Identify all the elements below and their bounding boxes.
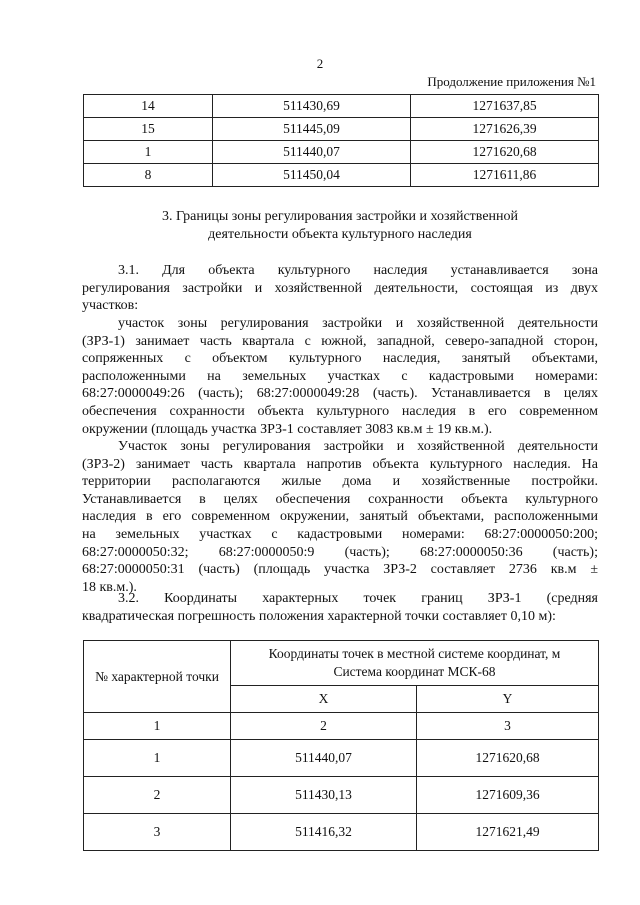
table-cell: 511430,13 — [231, 777, 417, 814]
table-cell: 511450,04 — [213, 164, 411, 187]
paragraph-line: 68:27:0000050:32; 68:27:0000050:9 (часть); 68:27:0000050:36 (часть); — [82, 544, 598, 560]
table-cell: 8 — [84, 164, 213, 187]
zrz1-coordinates-table — [83, 640, 599, 851]
table-cell: 1271621,49 — [417, 814, 599, 851]
coordinates-header-line: Система координат МСК-68 — [333, 664, 496, 679]
paragraph-line: участок зоны регулирования застройки и хозяйственной деятельности — [118, 316, 598, 331]
table-cell: 511445,09 — [213, 118, 411, 141]
paragraph-line: 3.2. Координаты характерных точек границ ЗРЗ-1 (средняя — [118, 591, 598, 606]
continuation-label: Продолжение приложения №1 — [427, 74, 596, 89]
paragraph-zrz1 — [82, 315, 598, 438]
table-cell: 511440,07 — [213, 141, 411, 164]
table-row — [84, 814, 599, 851]
paragraph-line: расположенными на земельных участках с кадастровыми номерами: — [82, 368, 598, 384]
coordinates-header — [231, 641, 599, 686]
point-number-header: № характерной точки — [84, 641, 231, 713]
paragraph-line: обеспечения сохранности объекта культурного наследия в его современном — [82, 403, 598, 419]
table-cell: 1271609,36 — [417, 777, 599, 814]
table-row — [84, 95, 599, 118]
section-heading-line: деятельности объекта культурного наследия — [208, 227, 472, 242]
table-row — [84, 777, 599, 814]
x-header: X — [231, 686, 417, 713]
paragraph-line: наследия в его современном окружении, занятый объектами, расположенными — [82, 509, 598, 525]
paragraph-line: окружении (площадь участка ЗРЗ-1 составляет 3083 кв.м ± 19 кв.м.). — [82, 421, 493, 437]
paragraph-line: сопряженных с объектом культурного наследия, занятый объектами, — [82, 351, 598, 367]
paragraph-line: (ЗРЗ-2) занимает часть квартала напротив объекта культурного наследия. На — [82, 456, 598, 472]
paragraph-line: 3.1. Для объекта культурного наследия устанавливается зона — [118, 263, 598, 278]
table-cell: 14 — [84, 95, 213, 118]
table-cell: 3 — [84, 814, 231, 851]
section-heading-line: 3. Границы зоны регулирования застройки и хозяйственной — [161, 209, 519, 224]
paragraph-3-2 — [82, 590, 598, 625]
table-cell: 1271620,68 — [411, 141, 599, 164]
table-cell: 1 — [84, 740, 231, 777]
table-cell: 511416,32 — [231, 814, 417, 851]
table-cell: 511430,69 — [213, 95, 411, 118]
paragraph-line: участков: — [82, 298, 139, 314]
table-cell: 1271611,86 — [411, 164, 599, 187]
page-number: 2 — [316, 56, 324, 71]
table-cell: 15 — [84, 118, 213, 141]
paragraph-3-1 — [82, 262, 598, 315]
table-cell: 511440,07 — [231, 740, 417, 777]
coordinates-table-continued — [83, 94, 599, 187]
paragraph-line: территории располагаются жилые дома и хозяйственные постройки. — [82, 474, 598, 490]
table-row — [84, 740, 599, 777]
table-cell: 1271637,85 — [411, 95, 599, 118]
paragraph-zrz2 — [82, 438, 598, 596]
paragraph-line: 18 кв.м.). — [82, 579, 137, 595]
column-number: 2 — [231, 713, 417, 740]
table-cell: 2 — [84, 777, 231, 814]
table-cell: 1 — [84, 141, 213, 164]
column-number: 3 — [417, 713, 599, 740]
paragraph-line: Участок зоны регулирования застройки и хозяйственной деятельности — [118, 439, 598, 454]
paragraph-line: 68:27:0000049:26 (часть); 68:27:0000049:28 (часть). Устанавливается в целях — [82, 386, 598, 402]
column-number: 1 — [84, 713, 231, 740]
paragraph-line: на земельных участках с кадастровыми номерами: 68:27:0000050:200; — [82, 526, 598, 542]
y-header: Y — [417, 686, 599, 713]
paragraph-line: квадратическая погрешность положения характерной точки составляет 0,10 м): — [82, 608, 556, 624]
table-row — [84, 141, 599, 164]
table-cell: 1271620,68 — [417, 740, 599, 777]
table-cell: 1271626,39 — [411, 118, 599, 141]
paragraph-line: регулирования застройки и хозяйственной деятельности, состоящая из двух — [82, 280, 598, 296]
paragraph-line: (ЗРЗ-1) занимает часть квартала с южной, западной, северо-западной сторон, — [82, 333, 598, 349]
paragraph-line: Устанавливается в целях обеспечения сохранности объекта культурного — [82, 491, 598, 507]
section-heading — [80, 208, 600, 244]
table-row — [84, 118, 599, 141]
coordinates-header-line: Координаты точек в местной системе координат, м — [268, 646, 561, 661]
table-row — [84, 164, 599, 187]
paragraph-line: 68:27:0000050:31 (часть) (площадь участка ЗРЗ-2 составляет 2736 кв.м ± — [82, 562, 598, 578]
